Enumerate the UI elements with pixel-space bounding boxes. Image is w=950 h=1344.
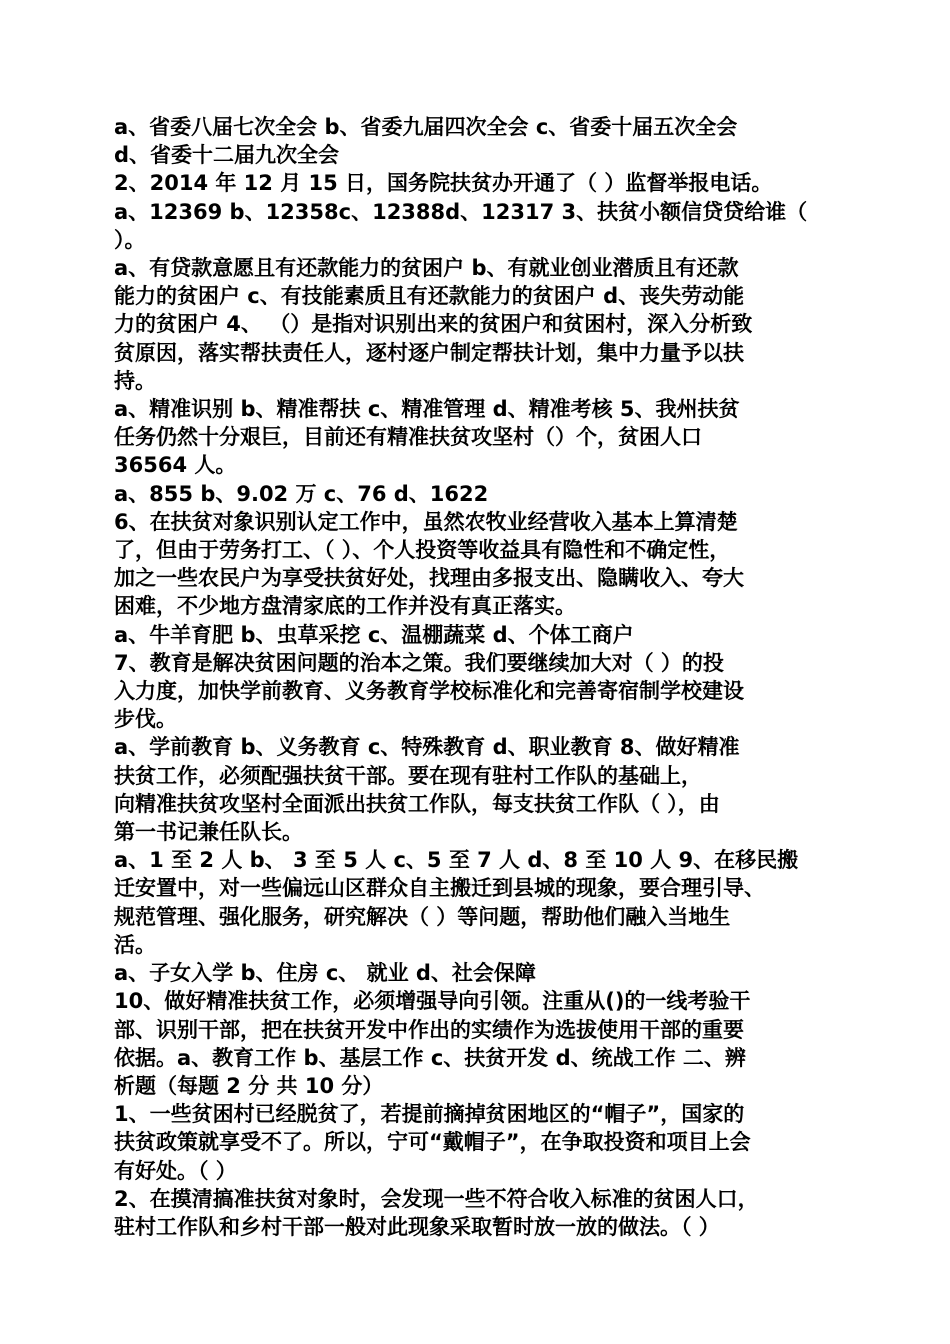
text-line: 2、2014 年 12 月 15 日，国务院扶贫办开通了（ ）监督举报电话。	[114, 171, 773, 196]
text-line: a、学前教育 b、义务教育 c、特殊教育 d、职业教育 8、做好精准	[114, 735, 740, 760]
text-line: 迁安置中，对一些偏远山区群众自主搬迁到县城的现象，要合理引导、	[114, 876, 765, 901]
text-line: 7、教育是解决贫困问题的治本之策。我们要继续加大对（ ）的投	[114, 650, 724, 675]
text-line: 1、一些贫困村已经脱贫了，若提前摘掉贫困地区的“帽子”，国家的	[114, 1102, 745, 1127]
text-line: 依据。a、教育工作 b、基层工作 c、扶贫开发 d、统战工作 二、辨	[114, 1045, 746, 1070]
text-line: a、有贷款意愿且有还款能力的贫困户 b、有就业创业潜质且有还款	[114, 256, 739, 281]
text-line: 力的贫困户 4、 （）是指对识别出来的贫困户和贫困村，深入分析致	[114, 312, 753, 337]
text-line: 有好处。（ ）	[114, 1158, 237, 1183]
text-line: a、子女入学 b、住房 c、 就业 d、社会保障	[114, 961, 536, 986]
text-line: 困难，不少地方盘清家底的工作并没有真正落实。	[114, 594, 576, 619]
text-line: 36564 人。	[114, 453, 237, 478]
text-line: a、1 至 2 人 b、 3 至 5 人 c、5 至 7 人 d、8 至 10 人 9、在移民搬	[114, 848, 799, 873]
text-line: 向精准扶贫攻坚村全面派出扶贫工作队，每支扶贫工作队（ ），由	[114, 791, 720, 816]
text-line: a、省委八届七次全会 b、省委九届四次全会 c、省委十届五次全会	[114, 115, 738, 139]
text-line: 扶贫工作，必须配强扶贫干部。要在现有驻村工作队的基础上，	[114, 763, 702, 788]
text-line: 活。	[114, 932, 156, 957]
text-line: 了，但由于劳务打工、（ ）、个人投资等收益具有隐性和不确定性，	[114, 538, 731, 563]
text-line: 能力的贫困户 c、有技能素质且有还款能力的贫困户 d、丧失劳动能	[114, 284, 745, 309]
text-line: 加之一些农民户为享受扶贫好处，找理由多报支出、隐瞒收入、夸大	[114, 566, 744, 591]
text-line: 持。	[114, 368, 156, 393]
text-line: 入力度，加快学前教育、义务教育学校标准化和完善寄宿制学校建设	[114, 679, 744, 704]
text-line: a、精准识别 b、精准帮扶 c、精准管理 d、精准考核 5、我州扶贫	[114, 397, 740, 422]
text-line: 6、在扶贫对象识别认定工作中，虽然农牧业经营收入基本上算清楚	[114, 509, 738, 534]
text-line: 步伐。	[114, 707, 177, 732]
text-line: a、12369 b、12358c、12388d、12317 3、扶贫小额信贷贷给谁（	[114, 199, 808, 224]
text-line: 任务仍然十分艰巨，目前还有精准扶贫攻坚村（）个，贫困人口	[114, 425, 702, 450]
text-line: 贫原因，落实帮扶责任人，逐村逐户制定帮扶计划，集中力量予以扶	[114, 340, 744, 365]
text-line: ）。	[114, 227, 146, 252]
text-line: 扶贫政策就享受不了。所以，宁可“戴帽子”，在争取投资和项目上会	[114, 1130, 751, 1155]
text-line: 驻村工作队和乡村干部一般对此现象采取暂时放一放的做法。（ ）	[114, 1214, 720, 1239]
document-text-block	[114, 113, 854, 1241]
text-line: a、855 b、9.02 万 c、76 d、1622	[114, 481, 489, 506]
text-line: 10、做好精准扶贫工作，必须增强导向引领。注重从()的一线考验干	[114, 989, 751, 1014]
text-line: d、省委十二届九次全会	[114, 143, 340, 168]
text-line: 部、识别干部，把在扶贫开发中作出的实绩作为选拔使用干部的重要	[114, 1017, 744, 1042]
text-line: 析题（每题 2 分 共 10 分）	[114, 1073, 384, 1098]
text-line: 2、在摸清搞准扶贫对象时，会发现一些不符合收入标准的贫困人口，	[114, 1186, 759, 1211]
text-line: a、牛羊育肥 b、虫草采挖 c、温棚蔬菜 d、个体工商户	[114, 622, 634, 647]
text-line: 规范管理、强化服务，研究解决（ ）等问题，帮助他们融入当地生	[114, 904, 731, 929]
text-line: 第一书记兼任队长。	[114, 820, 303, 845]
